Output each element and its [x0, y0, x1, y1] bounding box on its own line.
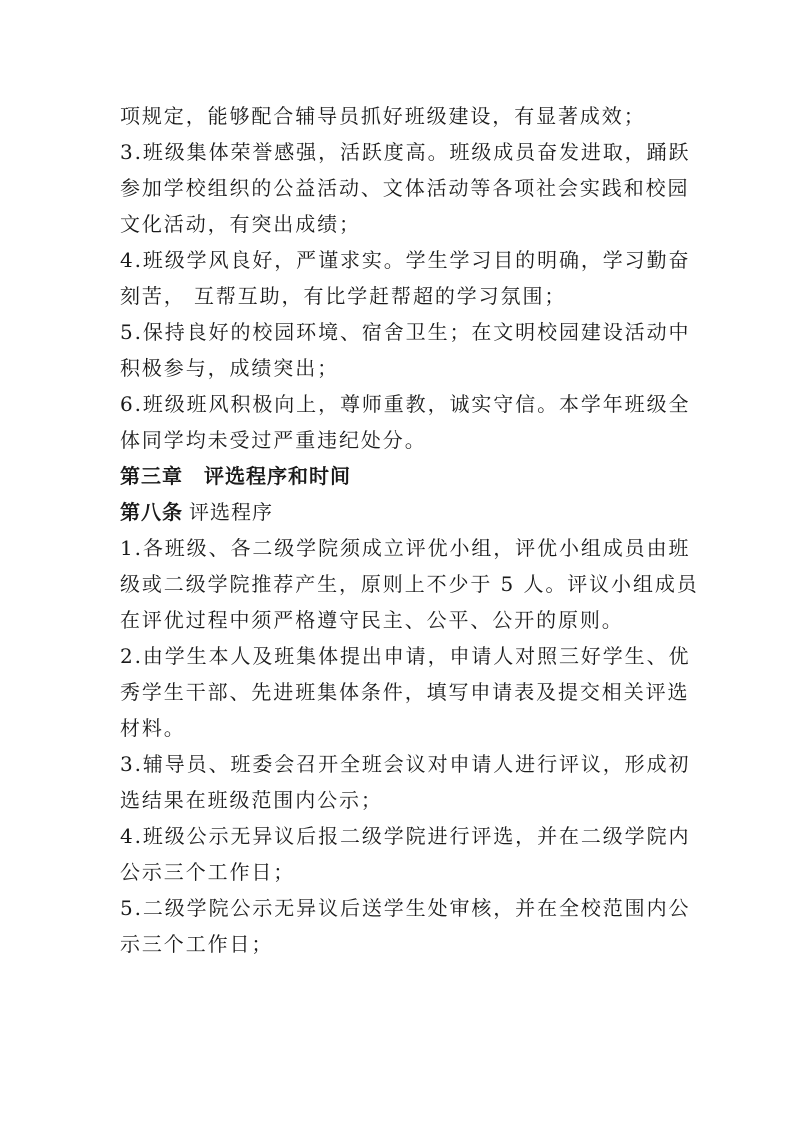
- text-line: 秀学生干部、先进班集体条件，填写申请表及提交相关评选: [120, 680, 690, 704]
- article-number: 第八条: [120, 500, 183, 524]
- text-line: 3.辅导员、班委会召开全班会议对申请人进行评议，形成初: [120, 752, 691, 776]
- chapter-heading: 第三章 评选程序和时间: [120, 464, 351, 488]
- article-title: 评选程序: [189, 500, 273, 524]
- text-line: 示三个工作日；: [120, 932, 274, 956]
- text-line: 材料。: [120, 716, 186, 740]
- text-line: 2.由学生本人及班集体提出申请，申请人对照三好学生、优: [120, 644, 691, 668]
- text-line: 在评优过程中须严格遵守民主、公平、公开的原则。: [120, 608, 624, 632]
- text-line: 项规定，能够配合辅导员抓好班级建设，有显著成效；: [120, 104, 646, 128]
- text-line: 4.班级学风良好，严谨求实。学生学习目的明确，学习勤奋: [120, 248, 691, 272]
- article-heading: [120, 494, 690, 530]
- document-body: [120, 98, 699, 962]
- text-line: 选结果在班级范围内公示；: [120, 788, 383, 812]
- text-line: 刻苦， 互帮互助，有比学赶帮超的学习氛围；: [120, 284, 567, 308]
- text-line: 6.班级班风积极向上，尊师重教，诚实守信。本学年班级全: [120, 392, 691, 416]
- text-line: 3.班级集体荣誉感强，活跃度高。班级成员奋发进取，踊跃: [120, 140, 691, 164]
- text-line: 文化活动，有突出成绩；: [120, 212, 361, 236]
- text-line: 4.班级公示无异议后报二级学院进行评选，并在二级学院内: [120, 824, 691, 848]
- text-line: 级或二级学院推荐产生，原则上不少于 5 人。评议小组成员: [120, 572, 699, 596]
- text-line: 参加学校组织的公益活动、文体活动等各项社会实践和校园: [120, 176, 690, 200]
- text-line: 5.保持良好的校园环境、宿舍卫生；在文明校园建设活动中: [120, 320, 691, 344]
- text-line: 5.二级学院公示无异议后送学生处审核，并在全校范围内公: [120, 896, 691, 920]
- text-line: 积极参与，成绩突出；: [120, 356, 339, 380]
- text-line: 公示三个工作日；: [120, 860, 296, 884]
- text-line: 体同学均未受过严重违纪处分。: [120, 428, 427, 452]
- text-line: 1.各班级、各二级学院须成立评优小组，评优小组成员由班: [120, 536, 691, 560]
